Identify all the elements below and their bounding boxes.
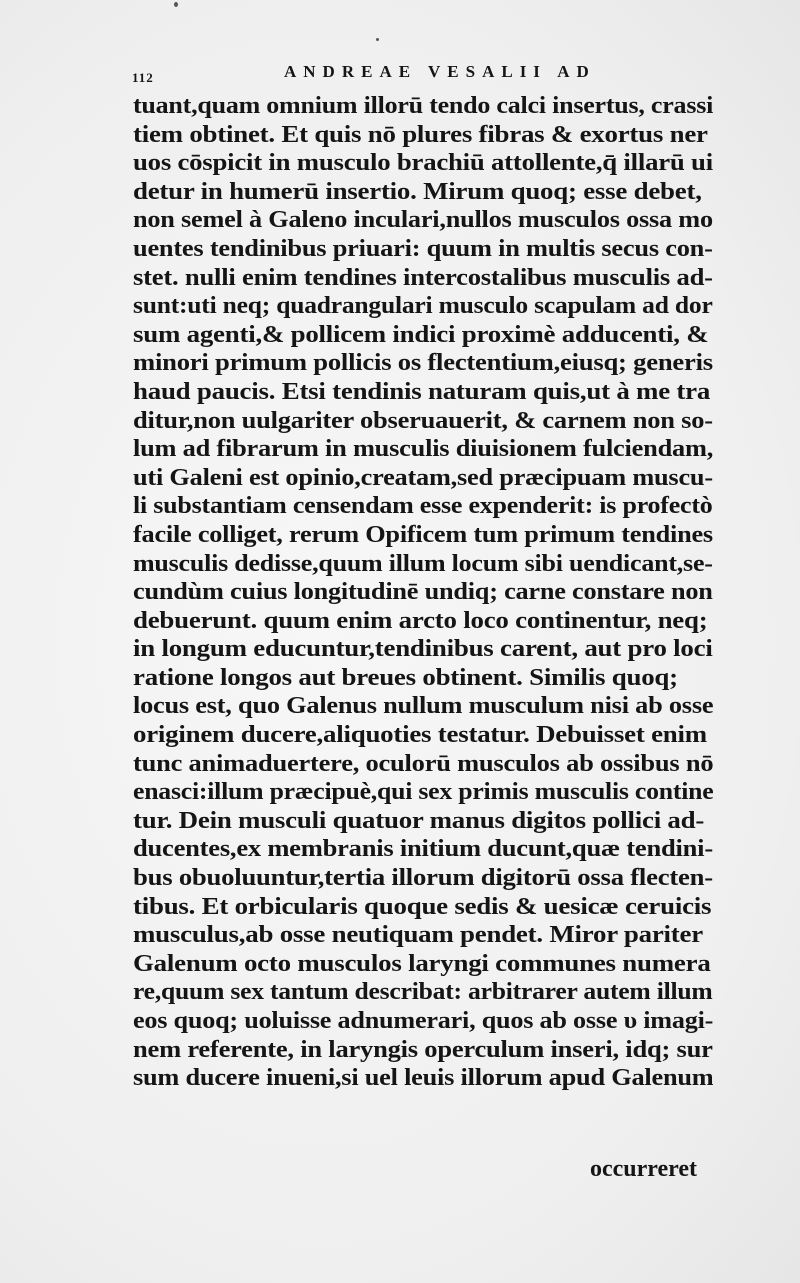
- text-line: minori primum pollicis os flectentium,eiusq; generis: [133, 350, 713, 377]
- text-line: sum ducere inueni,si uel leuis illorum apud Galenum: [133, 1065, 713, 1092]
- ink-speck-top: [174, 2, 178, 7]
- text-line: stet. nulli enim tendines intercostalibus musculis ad-: [133, 264, 713, 291]
- body-text: [133, 92, 713, 1093]
- text-line: tur. Dein musculi quatuor manus digitos pollici ad-: [133, 807, 705, 834]
- text-line: debuerunt. quum enim arcto loco continentur, neq;: [133, 607, 708, 634]
- text-line: detur in humerū insertio. Mirum quoq; esse debet,: [133, 178, 702, 205]
- text-line: re,quum sex tantum describat: arbitrarer autem illum: [133, 979, 713, 1006]
- text-line: Galenum octo musculos laryngi communes numera: [133, 950, 711, 977]
- catchword: occurreret: [589, 1156, 697, 1182]
- running-head: ANDREAE VESALII AD: [284, 62, 596, 81]
- text-line: uentes tendinibus priuari: quum in multis secus con-: [133, 235, 713, 262]
- text-line: sum agenti,& pollicem indici proximè adducenti, &: [133, 321, 709, 348]
- text-line: ditur,non uulgariter obseruauerit, & carnem non so-: [133, 407, 713, 434]
- page-number: 112: [132, 70, 154, 85]
- ink-speck-middle: [376, 38, 379, 41]
- text-line: eos quoq; uoluisse adnumerari, quos ab osse υ imagi-: [133, 1008, 713, 1034]
- text-line: tiem obtinet. Et quis nō plures fibras & exortus ner: [133, 121, 708, 148]
- text-line: musculus,ab osse neutiquam pendet. Miror pariter: [133, 922, 703, 949]
- text-line: uos cōspicit in musculo brachiū attollente,q̄ illarū ui: [133, 150, 713, 177]
- text-line: bus obuoluuntur,tertia illorum digitorū ossa flecten-: [133, 865, 713, 892]
- text-line: tibus. Et orbicularis quoque sedis & uesicæ ceruicis: [133, 893, 712, 920]
- text-line: ratione longos aut breues obtinent. Similis quoq;: [133, 664, 678, 691]
- text-line: originem ducere,aliquoties testatur. Debuisset enim: [133, 722, 707, 749]
- page-header: [132, 62, 752, 86]
- text-line: lum ad fibrarum in musculis diuisionem fulciendam,: [133, 436, 713, 463]
- text-line: in longum educuntur,tendinibus carent, aut pro loci: [133, 636, 713, 663]
- text-line: sunt:uti neq; quadrangulari musculo scapulam ad dor: [133, 293, 713, 320]
- text-line: non semel à Galeno inculari,nullos musculos ossa mo: [133, 207, 713, 234]
- text-line: li substantiam censendam esse expenderit: is profectò: [133, 493, 713, 520]
- text-line: ducentes,ex membranis initium ducunt,quæ tendini-: [133, 836, 713, 863]
- text-line: haud paucis. Etsi tendinis naturam quis,ut à me tra: [133, 378, 711, 405]
- text-line: nem referente, in laryngis operculum inseri, idq; sur: [133, 1036, 713, 1063]
- text-line: uti Galeni est opinio,creatam,sed præcipuam muscu-: [133, 464, 713, 491]
- text-line: facile colliget, rerum Opificem tum primum tendines: [133, 521, 713, 548]
- text-line: tunc animaduertere, oculorū musculos ab ossibus nō: [133, 750, 713, 777]
- text-line: cundùm cuius longitudinē undiq; carne constare non: [133, 579, 713, 606]
- text-line: tuant,quam omnium illorū tendo calci insertus, crassi: [133, 93, 713, 119]
- text-line: locus est, quo Galenus nullum musculum nisi ab osse: [133, 693, 713, 720]
- text-line: musculis dedisse,quum illum locum sibi uendicant,se-: [133, 550, 713, 577]
- text-line: enasci:illum præcipuè,qui sex primis musculis contine: [133, 779, 713, 806]
